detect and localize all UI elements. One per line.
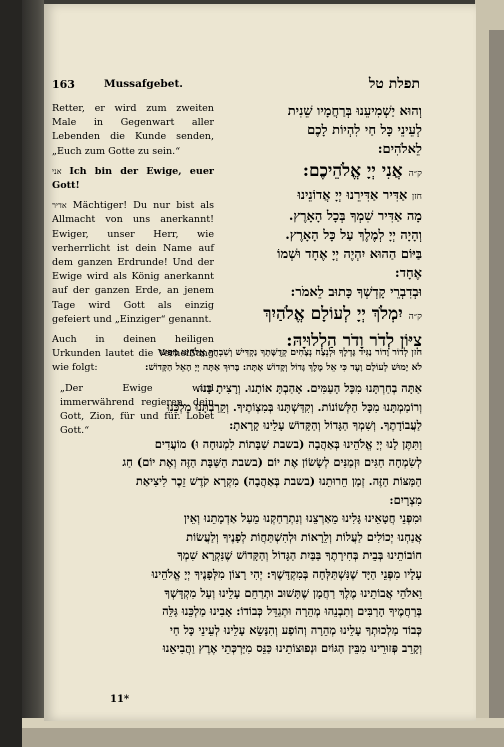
hebrew-line: וֵאלֹהֵי אֲבוֹתֵינוּ מֶלֶךְ רַחֲמָן שֶׁתָּשׁוּב וּתְרַחֵם עָלֵינוּ וְעַל מִקְדָּשְׁךָ bbox=[164, 585, 422, 600]
hebrew-line: צִיּוֹן לְדֹר וָדֹר הַלְלוּיָהּ: bbox=[286, 331, 422, 351]
hebrew-cue-word: אדיר bbox=[52, 201, 67, 211]
german-text: Ich bin der Ewige, euer Gott! bbox=[52, 165, 214, 192]
hebrew-line: כְּבוֹד מַלְכוּתְךָ עָלֵינוּ מְהֵרָה וְהוֹפַע וְהִנָּשֵׂא עָלֵינוּ לְעֵינֵי כָּל חַי bbox=[169, 622, 422, 637]
hebrew-line: לַעֲבוֹדָתֶךָ. וְשִׁמְךָ הַגָּדוֹל וְהַקָּדוֹשׁ עָלֵינוּ קָרָאתָ: bbox=[229, 418, 422, 433]
hebrew-line: הַמַּצּוֹת הַזֶּה. זְמַן חֵרוּתֵנוּ (בשבת בְּאַהֲבָה) מִקְרָא קֹדֶשׁ זֵכֶר לִיצִיאַת bbox=[135, 473, 422, 488]
hebrew-line bbox=[222, 186, 422, 207]
hebrew-line: בְּרַחֲמֶיךָ הָרַבִּים וְתִבְנֵהוּ מְהֵרָה וּתְגַדֵּל כְּבוֹדוֹ: אָבִינוּ מַלְכֵּנוּ גַּלֵּה bbox=[162, 604, 422, 619]
hebrew-line: וְקָרֵב פְּזוּרֵינוּ מִבֵּין הַגּוֹיִם וּנְפוּצוֹתֵינוּ כַּנֵּס מִיַּרְכְּתֵי אֶרֶץ וַהֲבִיאֵנוּ bbox=[162, 641, 422, 656]
spine-shadow bbox=[22, 0, 44, 747]
hebrew-line: חוֹבוֹתֵינוּ בְּבֵית בְּחִירָתֶךָ בַּבַּיִת הַגָּדוֹל וְהַקָּדוֹשׁ שֶׁנִּקְרָא שִׁמְךָ bbox=[177, 548, 422, 563]
hebrew-line: בַּיּוֹם הַהוּא יִהְיֶה יְיָ אֶחָד וּשְׁמוֹ bbox=[277, 247, 422, 262]
running-header bbox=[52, 78, 420, 96]
hebrew-line: מִצְרָיִם: bbox=[389, 492, 422, 507]
congregation-note: ק״ה bbox=[408, 312, 422, 322]
hebrew-line: וּבְדִבְרֵי קָדְשְׁךָ כָּתוּב לֵאמֹר: bbox=[290, 285, 422, 300]
hebrew-line: עָלָיו מִפְּנֵי הַיָּד שֶׁנִּשְׁתַּלְּחָה בְּמִקְדָּשֶׁךָ: יְהִי רָצוֹן מִלְּפָנֶיךָ יְיָ אֱלֹהֵינוּ bbox=[151, 566, 422, 581]
hebrew-line bbox=[222, 159, 422, 186]
hebrew-line: וְהוּא יַשְׁמִיעֵנוּ בְּרַחֲמָיו שֵׁנִית bbox=[287, 104, 422, 119]
congregation-note: ק״ה bbox=[408, 169, 422, 179]
hebrew-line: לְעֵינֵי כָּל חַי לִהְיוֹת לָכֶם bbox=[307, 123, 422, 138]
running-title: Mussafgebet. bbox=[104, 78, 183, 90]
hebrew-line: וּמִפְּנֵי חֲטָאֵינוּ גָּלִינוּ מֵאַרְצֵנוּ וְנִתְרַחַקְנוּ מֵעַל אַדְמָתֵנוּ וְאֵין bbox=[183, 511, 422, 526]
german-paragraph: Auch in deinen heiligen Urkunden lautet die Verheißung wie folgt: bbox=[52, 334, 214, 374]
page-stack-edge bbox=[489, 30, 504, 720]
hebrew-line: אֶחָד: bbox=[394, 266, 422, 281]
hebrew-line: וְרוֹמַמְתָּנוּ מִכָּל הַלְּשׁוֹנוֹת. וְקִדַּשְׁתָּנוּ בְּמִצְוֹתֶיךָ. וְקֵרַבְתָּנוּ מַלְכֵּנוּ bbox=[167, 399, 422, 414]
german-paragraph bbox=[52, 199, 214, 327]
hebrew-line-small: לֹא יָמוּשׁ לְעוֹלָם וָעֶד כִּי אֵל מֶלֶךְ גָּדוֹל וְקָדוֹשׁ אָתָּה: בָּרוּךְ אַתָּה יְיָ הָאֵל הַקָּדוֹשׁ: bbox=[144, 362, 422, 373]
hebrew-text: אַדִּיר אַדִּירֵנוּ יְיָ אֲדוֹנֵינוּ bbox=[297, 188, 408, 203]
hebrew-text: יִמְלֹךְ יְיָ לְעוֹלָם אֱלֹהַיִךְ bbox=[263, 304, 403, 324]
hebrew-line: מָה אַדִּיר שִׁמְךָ בְּכָל הָאָרֶץ. bbox=[288, 209, 422, 224]
hebrew-line bbox=[222, 302, 422, 329]
hebrew-text: אֲנִי יְיָ אֱלֹהֵיכֶם: bbox=[302, 161, 403, 181]
hebrew-line: אַתָּה בְחַרְתָּנוּ מִכָּל הָעַמִּים. אָהַבְתָּ אוֹתָנוּ. וְרָצִיתָ בָּנוּ. bbox=[196, 381, 422, 395]
hebrew-line-small: חזן לְדוֹר וָדוֹר נַגִּיד גָּדְלֶךָ וּלְנֵצַח נְצָחִים קְדֻשָּׁתְךָ נַקְדִּישׁ וְשִׁבְחֲךָ אֱלֹהֵינוּ מִפִּינוּ bbox=[159, 347, 422, 358]
hebrew-full-width-text bbox=[52, 345, 422, 658]
german-paragraph bbox=[52, 165, 214, 193]
hebrew-cue-word: אני bbox=[52, 166, 62, 176]
hebrew-line: אֲנַחְנוּ יְכוֹלִים לַעֲלוֹת וְלֵרָאוֹת וּלְהִשְׁתַּחֲוֹת לְפָנֶיךָ וְלַעֲשׂוֹת bbox=[186, 529, 422, 544]
book-cover-edge bbox=[0, 0, 22, 747]
hebrew-line: לְשִׂמְחָה חַגִּים וּזְמַנִּים לְשָׂשׂוֹן אֶת יוֹם (בשבת הַשַּׁבָּת הַזֶּה וְאֶת יוֹם) חַג bbox=[122, 455, 422, 470]
page-number: 163 bbox=[52, 78, 75, 91]
cantor-note: חזן bbox=[411, 192, 422, 202]
german-paragraph: Retter, er wird zum zweiten Male in Gegenwart aller Lebenden die Kunde senden, „Euch zum Gotte zu sein.“ bbox=[52, 103, 214, 157]
german-paragraph: „Der Ewige wird immerwährend regieren, dein Gott, Zion, für und für. Lobet Gott.“ bbox=[60, 382, 214, 437]
hebrew-prayer-column bbox=[222, 102, 422, 353]
signature-mark: 11* bbox=[110, 694, 130, 705]
hebrew-line: וְהָיָה יְיָ לְמֶלֶךְ עַל כָּל הָאָרֶץ. bbox=[285, 228, 422, 243]
cover-bottom-edge bbox=[22, 728, 504, 747]
hebrew-running-title: תפלת טל bbox=[368, 76, 420, 92]
german-text: Mächtiger! Du nur bist als Allmacht von uns anerkannt! Ewiger, unser Herr, wie verherrlicht ist dein Name auf dem ganzen Erdrunde! Und der Ewige wird als König anerkannt auf der ganzen Erde, an jenem Tage wird Gott als einzig gefeiert und „Einziger“ genannt. bbox=[52, 200, 214, 325]
hebrew-line: לֵאלֹהִים: bbox=[377, 142, 422, 157]
hebrew-line: וַתִּתֶּן לָנוּ יְיָ אֱלֹהֵינוּ בְּאַהֲבָה (בשבת שַׁבָּתוֹת לִמְנוּחָה וּ) מוֹעֲדִים bbox=[154, 436, 422, 451]
